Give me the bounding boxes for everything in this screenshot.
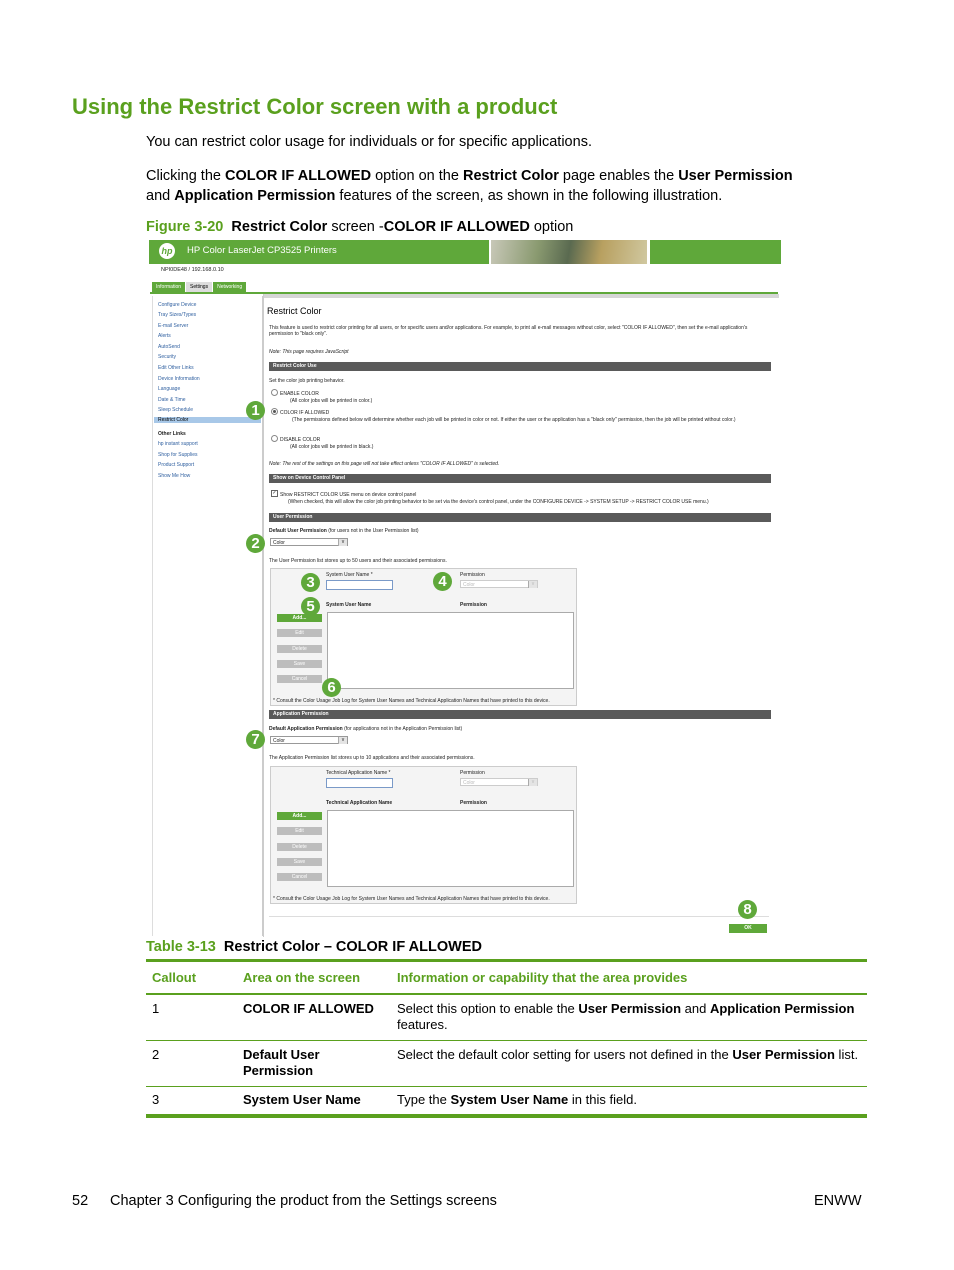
banner-green [149,240,489,264]
sidebar [152,296,263,936]
callout-6: 6 [322,678,341,697]
row2-info [397,1047,862,1063]
row2-info-text: Select the default color setting for users not defined in the [397,1047,733,1062]
row2-area-line2: Permission [243,1063,314,1078]
product-title: HP Color LaserJet CP3525 Printers [187,245,337,256]
description-paragraph [146,166,876,206]
banner-green-right [650,240,781,264]
app-permission-panel [270,766,577,904]
app-cancel-button[interactable]: Cancel [277,873,322,881]
tab-settings[interactable]: Settings [186,282,212,292]
row1-info-text: and [681,1001,710,1016]
tech-app-name-label: Technical Application Name * [326,770,391,776]
row1-area: COLOR IF ALLOWED [243,1001,374,1016]
app-permission-select[interactable]: Color v [460,778,538,786]
screen-page-title: Restrict Color [267,306,322,316]
sidebar-item-restrict-color[interactable]: Restrict Color [154,417,261,423]
default-user-permission-hint: (for users not in the User Permission list) [326,528,419,534]
chapter-title: Chapter 3 Configuring the product from the Settings screens [110,1193,497,1209]
sidebar-item-edit-other-links[interactable]: Edit Other Links [158,365,194,371]
hp-logo-icon: hp [159,243,175,259]
sidebar-item-security[interactable]: Security [158,354,177,360]
user-permission-list[interactable] [327,612,574,689]
sidebar-item-configure-device[interactable]: Configure Device [158,302,197,308]
default-app-permission-label: Default Application Permission [269,726,343,732]
permission-column: Permission [460,602,487,608]
row3-info-text: in this field. [568,1092,637,1107]
row1-info-bold: User Permission [578,1001,682,1016]
app-permission-list[interactable] [327,810,574,887]
color-if-allowed-sub: (The permissions defined below will determine whether each job will be printed in color or not. If either the user or the application has a "black only" permission, then the job will be printed without color.) [292,417,736,423]
page-heading: Using the Restrict Color screen with a product [72,94,558,119]
header-banner [146,240,782,264]
row1-info [397,1001,862,1033]
row3-info-bold: System User Name [450,1092,569,1107]
app-add-button[interactable]: Add... [277,812,322,820]
para-text: option on the [371,168,463,184]
caption-text: option [529,219,574,235]
sidebar-link-show-me-how[interactable]: Show Me How [158,473,191,479]
row1-info-bold: Application Permission [709,1001,855,1016]
content-top-bar [264,294,779,298]
row3-area: System User Name [243,1092,361,1107]
disable-color-radio[interactable] [271,435,278,442]
table-top-rule [146,959,867,962]
para-text: and [146,188,175,204]
callout-5: 5 [301,597,320,616]
row1-info-text: features. [397,1017,448,1032]
para-text: features of the screen, as shown in the following illustration. [335,188,723,204]
sidebar-item-email-server[interactable]: E-mail Server [158,323,189,329]
system-user-name-input[interactable] [326,580,393,590]
section-bar-show-on-panel: Show on Device Control Panel [269,474,771,483]
app-save-button[interactable]: Save [277,858,322,866]
host-address: NPI0DE48 / 192.168.0.10 [161,267,224,273]
restrict-color-screenshot [146,240,782,937]
edit-button[interactable]: Edit [277,629,322,637]
callout-1: 1 [246,401,265,420]
default-user-permission-text [269,528,769,534]
other-links-heading: Other Links [158,431,186,437]
default-app-permission-select[interactable]: Color v [270,736,348,744]
consult-note: * Consult the Color Usage Job Log for System User Names and Technical Application Names that have printed to this device. [273,698,550,704]
enable-color-sub: (All color jobs will be printed in color.) [290,398,373,404]
sidebar-link-product-support[interactable]: Product Support [158,462,195,468]
user-list-text: The User Permission list stores up to 50 users and their associated permissions. [269,558,447,564]
color-if-allowed-radio[interactable] [271,408,278,415]
content-area [263,294,776,937]
sidebar-item-sleep-schedule[interactable]: Sleep Schedule [158,407,194,413]
tech-app-name-column: Technical Application Name [326,800,393,806]
javascript-note: Note: This page requires JavaScript [269,349,349,355]
sidebar-item-autosend[interactable]: AutoSend [158,344,180,350]
para-bold: COLOR IF ALLOWED [224,168,372,184]
permission-select[interactable]: Color v [460,580,538,588]
caption-bold: Restrict Color [231,219,328,235]
caption-text: screen - [327,219,384,235]
default-app-permission-text [269,726,769,732]
row2-callout: 2 [152,1047,160,1062]
sidebar-item-device-information[interactable]: Device Information [158,376,200,382]
cancel-button[interactable]: Cancel [277,675,322,683]
callout-3: 3 [301,573,320,592]
sidebar-link-hp-instant-support[interactable]: hp instant support [158,441,198,447]
para-bold: Restrict Color [462,168,559,184]
caption-bold: COLOR IF ALLOWED [383,219,530,235]
header-info: Information or capability that the area provides [397,970,688,985]
row1-callout: 1 [152,1001,160,1016]
sidebar-link-shop-supplies[interactable]: Shop for Supplies [158,452,198,458]
row3-callout: 3 [152,1092,160,1107]
feature-description: This feature is used to restrict color printing for all users, or for specific users and/or applications. For example, to print all e-mail messages without color, select "COLOR IF ALLOWED", then set the e-mail application's permission to "black only". [269,325,748,337]
callout-8: 8 [738,900,757,919]
app-list-text: The Application Permission list stores up to 10 applications and their associated permissions. [269,755,475,761]
callout-7: 7 [246,730,265,749]
table-caption [146,939,482,955]
default-app-permission-hint: (for applications not in the Application Permission list) [342,726,463,732]
color-if-allowed-label: COLOR IF ALLOWED [280,410,330,416]
section-bar-application-permission: Application Permission [269,710,771,719]
section-bar-user-permission: User Permission [269,513,771,522]
settings-note: Note: The rest of the settings on this page will not take effect unless "COLOR IF ALLOWED" is selected. [269,461,500,467]
divider [269,916,769,917]
banner-photo [491,240,647,264]
app-edit-button[interactable]: Edit [277,827,322,835]
row2-area [243,1047,320,1079]
table-header-rule [146,993,867,995]
show-menu-sub: (When checked, this will allow the color job printing behavior to be set via the device's control panel, under the CONFIGURE DEVICE -> SYSTEM SETUP -> RESTRICT COLOR USE menu.) [288,499,709,505]
row3-info [397,1092,862,1108]
section-bar-restrict-color-use: Restrict Color Use [269,362,771,371]
header-area: Area on the screen [243,970,361,985]
app-delete-button[interactable]: Delete [277,843,322,851]
app-permission-label: Permission [460,770,485,776]
row1-info-text: Select this option to enable the [397,1001,579,1016]
default-user-permission-select[interactable]: Color v [270,538,348,546]
para-text: page enables the [558,168,679,184]
app-consult-note: * Consult the Color Usage Job Log for System User Names and Technical Application Names that have printed to this device. [273,896,550,902]
tab-bar [152,282,247,292]
page-number: 52 [72,1193,89,1209]
para-text: Clicking the [146,168,225,184]
row2-info-text: list. [834,1047,859,1062]
add-button[interactable]: Add... [277,614,322,622]
table-bottom-rule [146,1114,867,1118]
header-callout: Callout [152,970,197,985]
tab-networking[interactable]: Networking [213,282,246,292]
system-user-name-label: System User Name * [326,572,373,578]
set-behavior-text: Set the color job printing behavior. [269,378,345,384]
permission-label: Permission [460,572,485,578]
table-title: Restrict Color – COLOR IF ALLOWED [223,939,482,955]
row2-area-line1: Default User [243,1047,320,1062]
enable-color-radio[interactable] [271,389,278,396]
para-bold: Application Permission [174,188,336,204]
row3-info-text: Type the [397,1092,451,1107]
show-menu-label: Show RESTRICT COLOR USE menu on device control panel [280,492,417,498]
sidebar-item-tray-sizes[interactable]: Tray Sizes/Types [158,312,197,318]
footer-enww: ENWW [814,1193,862,1209]
save-button[interactable]: Save [277,660,322,668]
show-menu-checkbox[interactable]: ✓ [272,490,277,496]
delete-button[interactable]: Delete [277,645,322,653]
sidebar-item-date-time[interactable]: Date & Time [158,397,186,403]
figure-number: Figure 3-20 [146,219,224,235]
intro-paragraph: You can restrict color usage for individuals or for specific applications. [146,134,592,150]
enable-color-label: ENABLE COLOR [280,391,319,397]
row-divider [146,1086,867,1087]
para-bold: User Permission [678,168,793,184]
table-number: Table 3-13 [146,939,216,955]
ok-button[interactable]: OK [729,924,767,933]
system-user-name-column: System User Name [326,602,372,608]
sidebar-item-language[interactable]: Language [158,386,181,392]
row-divider [146,1040,867,1041]
figure-caption [146,219,573,235]
callout-4: 4 [433,572,452,591]
disable-color-sub: (All color jobs will be printed in black.) [290,444,374,450]
default-user-permission-label: Default User Permission [269,528,327,534]
app-permission-column: Permission [460,800,487,806]
callout-2: 2 [246,534,265,553]
sidebar-item-alerts[interactable]: Alerts [158,333,171,339]
disable-color-label: DISABLE COLOR [280,437,321,443]
tech-app-name-input[interactable] [326,778,393,788]
row2-info-bold: User Permission [732,1047,835,1062]
tab-information[interactable]: Information [152,282,185,292]
